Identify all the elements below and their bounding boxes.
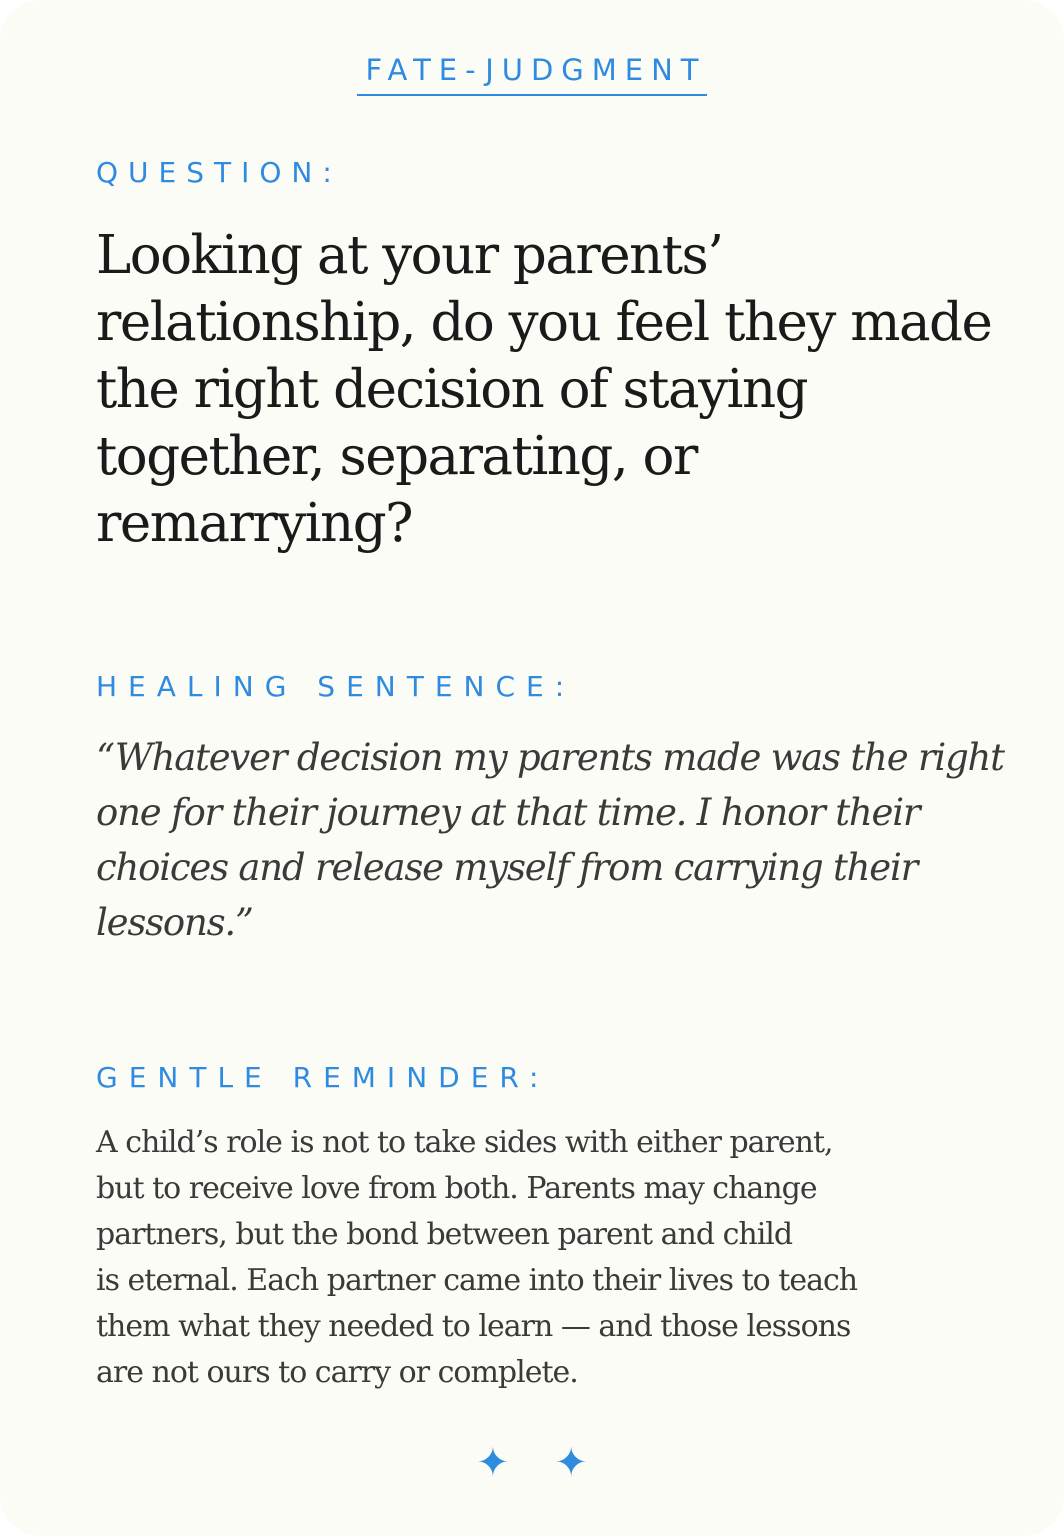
- reminder-line: is eternal. Each partner came into their lives to teach: [96, 1263, 858, 1298]
- sparkle-icon: ✦: [476, 1440, 510, 1486]
- healing-sentence-text: “Whatever decision my parents made was the right one for their journey at that time. I honor their choices and release myself from carrying their lessons.”: [96, 736, 1004, 944]
- category-tag: FATE-JUDGMENT: [357, 52, 706, 96]
- reminder-line: are not ours to carry or complete.: [96, 1355, 578, 1390]
- question-text: Looking at your parents’ relationship, do you feel they made the right decision of staying together, separating, or remarrying?: [96, 225, 992, 554]
- reminder-line: but to receive love from both. Parents may change: [96, 1171, 817, 1206]
- sparkle-icon: ✦: [554, 1440, 588, 1486]
- question-label: QUESTION:: [96, 156, 342, 189]
- category-tag-wrapper: [0, 52, 1064, 96]
- gentle-reminder-label: GENTLE REMINDER:: [96, 1061, 550, 1094]
- gentle-reminder-text: [96, 1120, 996, 1396]
- sparkle-decoration: [0, 1438, 1064, 1488]
- reminder-line: them what they needed to learn — and those lessons: [96, 1309, 851, 1344]
- healing-sentence-label: HEALING SENTENCE:: [96, 670, 576, 703]
- reminder-line: partners, but the bond between parent and child: [96, 1217, 793, 1252]
- reminder-line: A child’s role is not to take sides with either parent,: [96, 1125, 833, 1160]
